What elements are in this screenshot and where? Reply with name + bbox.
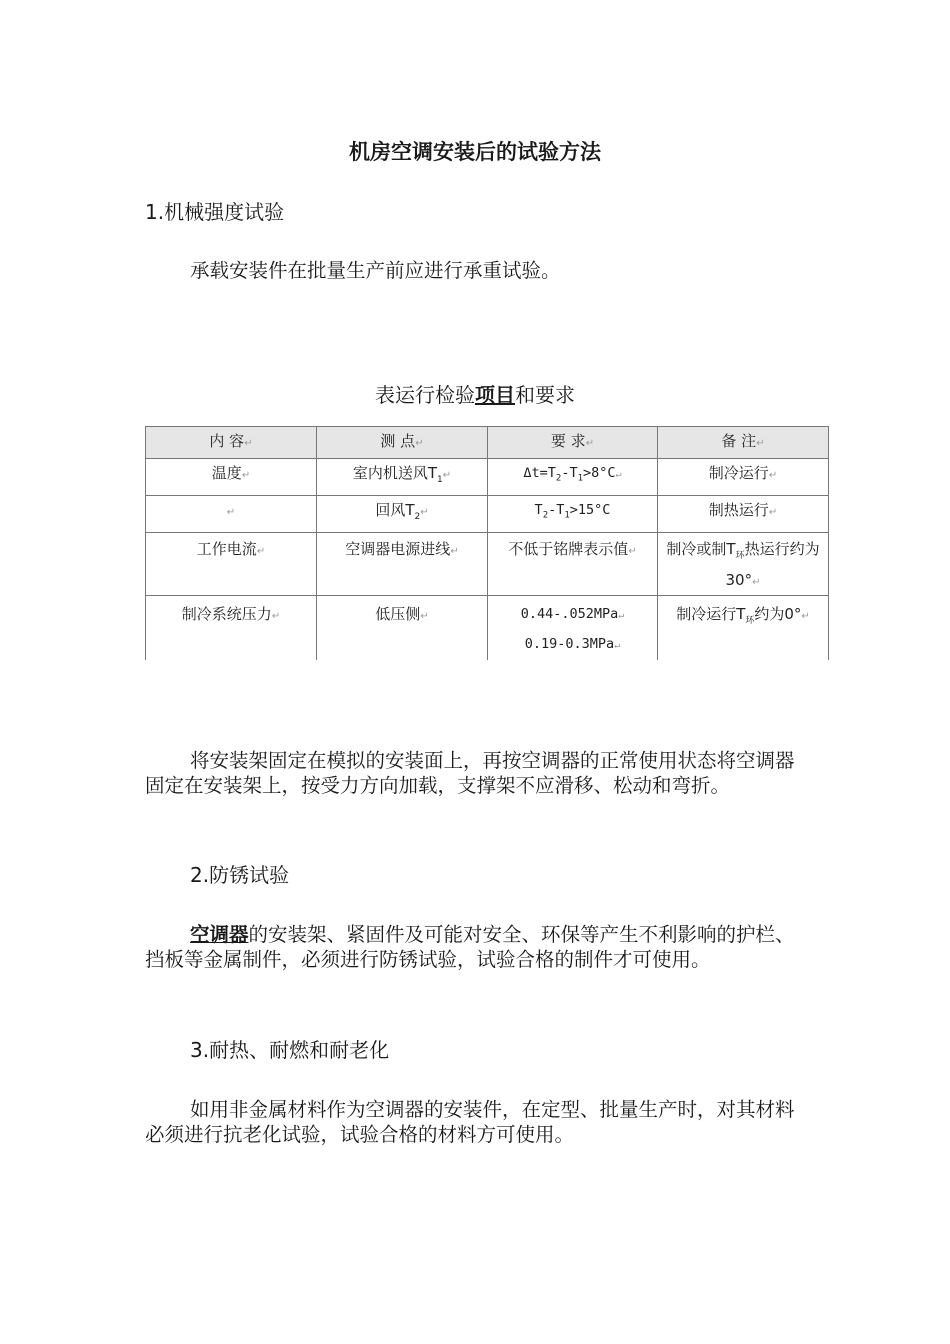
return-mark-icon: ↵ bbox=[756, 438, 765, 449]
return-mark-icon: ↵ bbox=[256, 546, 266, 557]
header-measure-point: 测 点↵ bbox=[317, 427, 488, 459]
return-mark-icon: ↵ bbox=[615, 469, 622, 480]
cell-remarks: 制冷或制$T_环$热运行约为30°↵ bbox=[658, 533, 829, 596]
return-mark-icon: ↵ bbox=[585, 438, 595, 449]
return-mark-icon: ↵ bbox=[752, 577, 761, 588]
section-3-heading: 3.耐热、耐燃和耐老化 bbox=[190, 1038, 390, 1062]
section-1-heading: 1.机械强度试验 bbox=[145, 200, 285, 224]
return-mark-icon: ↵ bbox=[768, 470, 778, 481]
cell-measure-point: 室内机送风$T_1↵$ bbox=[317, 459, 488, 496]
return-mark-icon: ↵ bbox=[442, 470, 452, 481]
return-mark-icon: ↵ bbox=[450, 546, 459, 557]
table-header-row bbox=[146, 427, 829, 459]
section-3-body: 如用非金属材料作为空调器的安装件，在定型、批量生产时，对其材料必须进行抗老化试验，试验合格的材料方可使用。 bbox=[145, 1098, 795, 1146]
return-mark-icon: ↵ bbox=[226, 507, 236, 518]
return-mark-icon: ↵ bbox=[241, 470, 251, 481]
cell-measure-point: 回风$T_2↵$ bbox=[317, 496, 488, 533]
cell-requirement: 不低于铭牌表示值↵ bbox=[488, 533, 658, 596]
cell-measure-point: 低压侧↵ bbox=[317, 596, 488, 661]
caption-keyword-link[interactable]: 项目 bbox=[475, 383, 515, 407]
table-row bbox=[146, 496, 829, 533]
cell-content: 温度↵ bbox=[146, 459, 317, 496]
return-mark-icon: ↵ bbox=[420, 507, 429, 518]
table-caption bbox=[0, 379, 950, 408]
cell-remarks: 制热运行↵ bbox=[658, 496, 829, 533]
caption-suffix: 和要求 bbox=[515, 383, 575, 407]
header-content: 内 容↵ bbox=[146, 427, 317, 459]
return-mark-icon: ↵ bbox=[271, 611, 281, 622]
section-2-body bbox=[145, 922, 805, 972]
air-conditioner-link[interactable]: 空调器 bbox=[190, 923, 249, 946]
cell-measure-point: 空调器电源进线↵ bbox=[317, 533, 488, 596]
cell-requirement: 0.44-.052MPa↵ 0.19-0.3MPa↵ bbox=[488, 596, 658, 661]
return-mark-icon: ↵ bbox=[618, 610, 625, 621]
return-mark-icon: ↵ bbox=[768, 507, 778, 518]
return-mark-icon: ↵ bbox=[244, 438, 253, 449]
section-2-text: 的安装架、紧固件及可能对安全、环保等产生不利影响的护栏、挡板等金属制件，必须进行防锈试验，试验合格的制件才可使用。 bbox=[145, 923, 795, 971]
cell-content: 工作电流↵ bbox=[146, 533, 317, 596]
table-row bbox=[146, 459, 829, 496]
section-1-body: 将安装架固定在模拟的安装面上，再按空调器的正常使用状态将空调器固定在安装架上，按受力方向加载，支撑架不应滑移、松动和弯折。 bbox=[145, 749, 795, 797]
return-mark-icon: ↵ bbox=[801, 611, 810, 622]
return-mark-icon: ↵ bbox=[614, 640, 621, 651]
table-row bbox=[146, 533, 829, 596]
section-2-heading: 2.防锈试验 bbox=[190, 863, 290, 887]
table-row bbox=[146, 596, 829, 661]
cell-remarks: 制冷运行↵ bbox=[658, 459, 829, 496]
caption-prefix: 表运行检验 bbox=[375, 383, 475, 407]
cell-content bbox=[146, 496, 317, 533]
section-1-intro: 承载安装件在批量生产前应进行承重试验。 bbox=[190, 259, 561, 282]
cell-requirement: $\Delta t=T_2-T_1>8^\circ C↵$ bbox=[488, 459, 658, 496]
cell-remarks: 制冷运行$T_环$约为0°↵ bbox=[658, 596, 829, 661]
return-mark-icon: ↵ bbox=[420, 611, 429, 622]
cell-requirement: $T_2-T_1>15^\circ C$ bbox=[488, 496, 658, 533]
return-mark-icon: ↵ bbox=[628, 546, 637, 557]
header-requirement: 要 求↵ bbox=[488, 427, 658, 459]
cell-content: 制冷系统压力↵ bbox=[146, 596, 317, 661]
header-remarks: 备 注↵ bbox=[658, 427, 829, 459]
return-mark-icon: ↵ bbox=[415, 438, 424, 449]
inspection-table bbox=[145, 426, 829, 660]
document-title: 机房空调安装后的试验方法 bbox=[349, 140, 601, 164]
